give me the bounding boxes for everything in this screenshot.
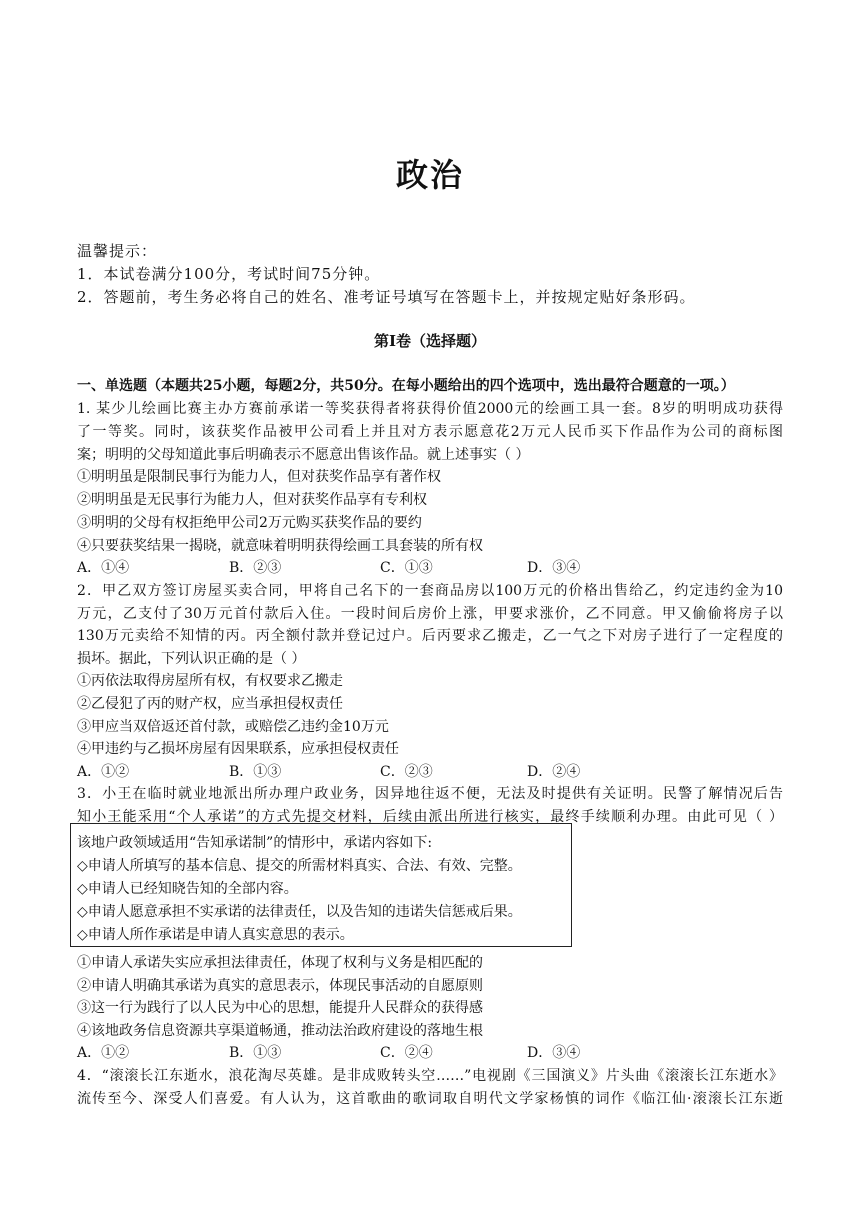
question-3-statement: ②申请人明确其承诺为真实的意思表示，体现民事活动的自愿原则 bbox=[77, 978, 483, 994]
section-title: 第Ⅰ卷（选择题） bbox=[373, 332, 487, 350]
question-3-line: 3．小王在临时就业地派出所办理户政业务，因异地往返不便，无法及时提供有关证明。民警了解情况后告 bbox=[77, 786, 783, 802]
question-3-statement: ①申请人承诺失实应承担法律责任，体现了权利与义务是相匹配的 bbox=[77, 955, 483, 971]
question-1-line: 案；明明的父母知道此事后明确表示不愿意出售该作品。就上述事实（ ） bbox=[77, 447, 530, 463]
question-3-statement: ③这一行为践行了以人民为中心的思想，能提升人民群众的获得感 bbox=[77, 1000, 483, 1016]
question-2-statement: ③甲应当双倍返还首付款，或赔偿乙违约金10万元 bbox=[77, 719, 389, 735]
question-4-line: 流传至今、深受人们喜爱。有人认为，这首歌曲的歌词取自明代文学家杨慎的词作《临江仙·滚滚长江东逝 bbox=[77, 1091, 783, 1107]
material-box-line: 该地户政领域适用“告知承诺制”的情形中，承诺内容如下: bbox=[77, 835, 433, 851]
material-box-line: ◇申请人所作承诺是申请人真实意思的表示。 bbox=[77, 927, 354, 943]
question-1-option-d: D．③④ bbox=[527, 560, 581, 576]
part-heading: 一、单选题（本题共25小题，每题2分，共50分。在每小题给出的四个选项中，选出最符合题意的一项。） bbox=[77, 378, 735, 394]
question-3-option-b: B．①③ bbox=[229, 1045, 282, 1061]
question-4-line: 4．“滚滚长江东逝水，浪花淘尽英雄。是非成败转头空……”电视剧《三国演义》片头曲《滚滚长江东逝水》 bbox=[77, 1068, 783, 1084]
question-1-option-c: C．①③ bbox=[380, 560, 433, 576]
question-2-line: 损坏。据此，下列认识正确的是（ ） bbox=[77, 651, 306, 667]
question-1-statement: ①明明虽是限制民事行为能力人，但对获奖作品享有著作权 bbox=[77, 469, 441, 485]
question-1-statement: ③明明的父母有权拒绝甲公司2万元购买获奖作品的要约 bbox=[77, 515, 422, 531]
question-3-line: 知小王能采用“个人承诺”的方式先提交材料，后续由派出所进行核实，最终手续顺利办理。由此可见（ ） bbox=[77, 809, 783, 825]
question-1-line: 1. 某少儿绘画比赛主办方赛前承诺一等奖获得者将获得价值2000元的绘画工具一套。8岁的明明成功获得 bbox=[77, 401, 783, 417]
question-2-statement: ②乙侵犯了丙的财产权，应当承担侵权责任 bbox=[77, 696, 343, 712]
material-box-line: ◇申请人已经知晓告知的全部内容。 bbox=[77, 881, 298, 897]
question-3-option-d: D．③④ bbox=[527, 1045, 581, 1061]
question-2-line: 2．甲乙双方签订房屋买卖合同，甲将自己名下的一套商品房以100万元的价格出售给乙，约定违约金为10 bbox=[77, 583, 783, 599]
notice-item: 1．本试卷满分100分，考试时间75分钟。 bbox=[77, 265, 381, 283]
material-box-line: ◇申请人愿意承担不实承诺的法律责任，以及告知的违诺失信惩戒后果。 bbox=[77, 904, 522, 920]
question-3-statement: ④该地政务信息资源共享渠道畅通，推动法治政府建设的落地生根 bbox=[77, 1023, 483, 1039]
question-2-statement: ④甲违约与乙损坏房屋有因果联系，应承担侵权责任 bbox=[77, 741, 399, 757]
question-2-statement: ①丙依法取得房屋所有权，有权要求乙搬走 bbox=[77, 673, 343, 689]
material-box-line: ◇申请人所填写的基本信息、提交的所需材料真实、合法、有效、完整。 bbox=[77, 858, 522, 874]
question-2-option-b: B．①③ bbox=[229, 764, 282, 780]
page-title: 政治 bbox=[395, 156, 464, 194]
question-1-statement: ④只要获奖结果一揭晓，就意味着明明获得绘画工具套装的所有权 bbox=[77, 538, 483, 554]
question-2-option-c: C．②③ bbox=[380, 764, 433, 780]
question-3-option-c: C．②④ bbox=[380, 1045, 433, 1061]
question-2-option-a: A．①② bbox=[77, 764, 130, 780]
question-1-statement: ②明明虽是无民事行为能力人，但对获奖作品享有专利权 bbox=[77, 492, 427, 508]
question-1-line: 了一等奖。同时，该获奖作品被甲公司看上并且对方表示愿意花2万元人民币买下作品作为公司的商标图 bbox=[77, 424, 783, 440]
question-1-option-b: B．②③ bbox=[229, 560, 282, 576]
notice-heading: 温馨提示： bbox=[77, 242, 158, 260]
question-1-option-a: A．①④ bbox=[77, 560, 130, 576]
question-3-option-a: A．①② bbox=[77, 1045, 130, 1061]
question-2-line: 万元，乙支付了30万元首付款后入住。一段时间后房价上涨，甲要求涨价，乙不同意。甲又偷偷将房子以 bbox=[77, 606, 783, 622]
question-2-option-d: D．②④ bbox=[527, 764, 581, 780]
notice-item: 2．答题前，考生务必将自己的姓名、准考证号填写在答题卡上，并按规定贴好条形码。 bbox=[77, 288, 696, 306]
question-2-line: 130万元卖给不知情的丙。丙全额付款并登记过户。后丙要求乙搬走，乙一气之下对房子进行了一定程度的 bbox=[77, 628, 783, 644]
